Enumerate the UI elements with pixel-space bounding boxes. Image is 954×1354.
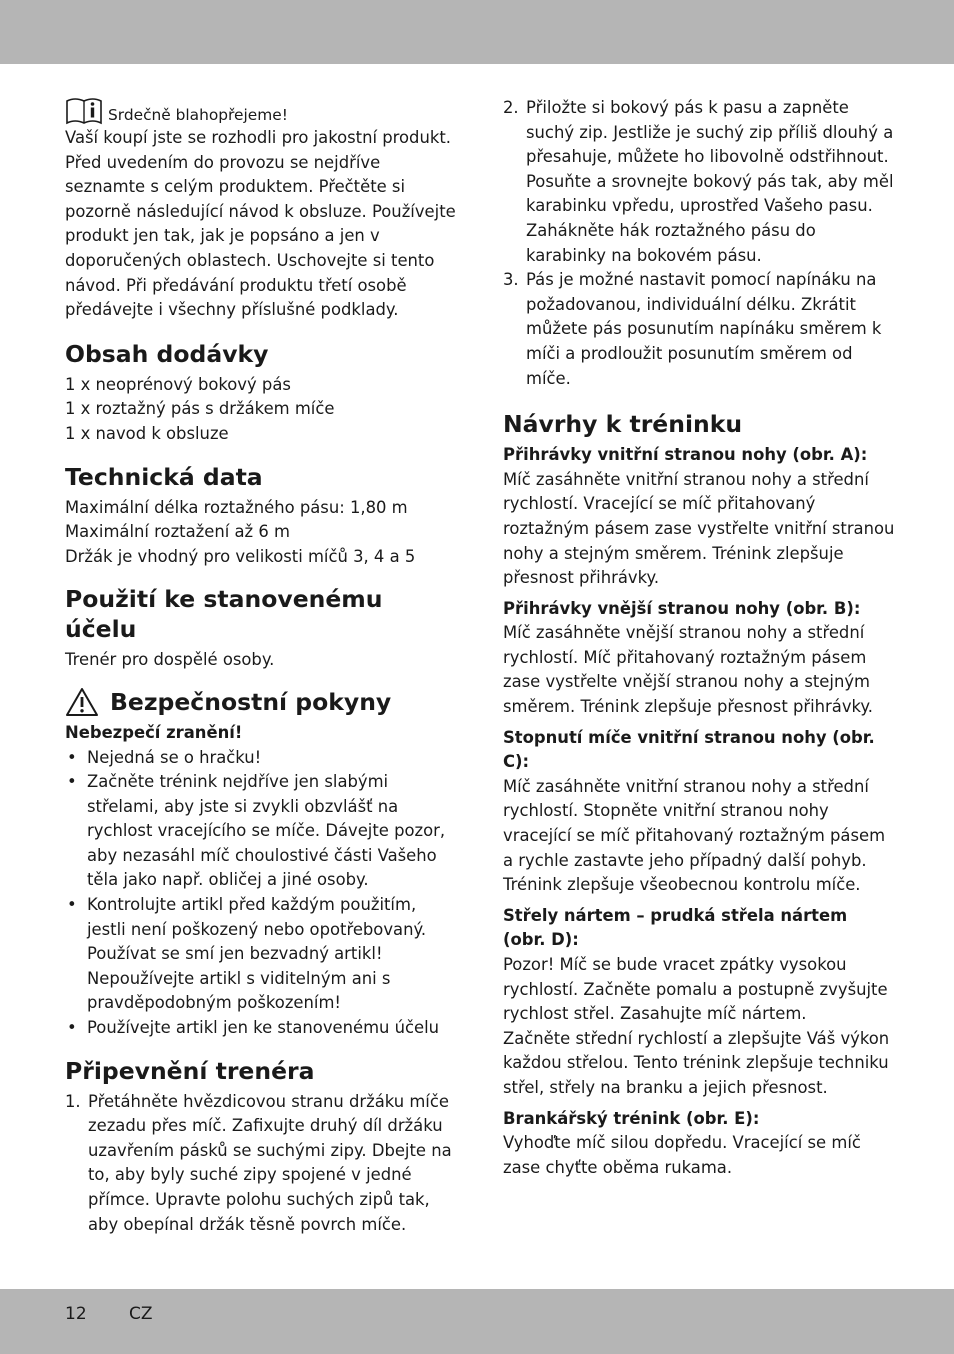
technical-title: Technická data bbox=[65, 462, 263, 491]
contents-title: Obsah dodávky bbox=[65, 339, 269, 368]
training-heading-c: Stopnutí míče vnitřní stranou nohy (obr. C): bbox=[503, 727, 875, 772]
step-item bbox=[65, 1090, 457, 1238]
warning-triangle-icon bbox=[65, 687, 99, 717]
intro-greeting-line bbox=[65, 96, 457, 126]
training-text-d2: Začněte střední rychlostí a zlepšujte Váš výkon každou střelou. Tento trénink zlepšuje techniku střel, střely na branku a jejich přesnost. bbox=[503, 1028, 890, 1097]
training-title: Návrhy k tréninku bbox=[503, 410, 743, 439]
training-text-e: Vyhoďte míč silou dopředu. Vracející se míč zase chyťte oběma rukama. bbox=[503, 1133, 861, 1177]
technical-list bbox=[65, 496, 457, 570]
step-item bbox=[503, 268, 895, 391]
list-item: 1 x navod k obsluze bbox=[65, 423, 229, 443]
training-heading-a: Přihrávky vnitřní stranou nohy (obr. A): bbox=[503, 445, 868, 465]
training-text-a: Míč zasáhněte vnitřní stranou nohy a střední rychlostí. Vracející se míč přitahovaný roztažným pásem zase vystřelte vnitřní stranou nohy a stejným směrem. Trénink zlepšuje přesnost přihrávky. bbox=[503, 469, 895, 588]
intended-use-text: Trenér pro dospělé osoby. bbox=[65, 650, 275, 670]
step-number: 1. bbox=[65, 1091, 81, 1111]
list-item: • Používejte artikl jen ke stanovenému účelu bbox=[65, 1016, 457, 1041]
safety-heading bbox=[65, 687, 457, 717]
safety-list bbox=[65, 746, 457, 1041]
list-item: Držák je vhodný pro velikosti míčů 3, 4 a 5 bbox=[65, 546, 416, 566]
info-book-icon bbox=[65, 96, 103, 126]
training-heading-d: Střely nártem – prudká střela nártem (obr. D): bbox=[503, 905, 848, 950]
training-text-d: Pozor! Míč se bude vracet zpátky vysokou rychlostí. Začněte pomalu a postupně zvyšujte rychlost střel. Zasahujte míč nártem. bbox=[503, 955, 888, 1024]
header-band bbox=[0, 0, 954, 64]
attach-steps bbox=[65, 1090, 457, 1238]
safety-title: Bezpečnostní pokyny bbox=[110, 687, 392, 716]
step-item bbox=[503, 96, 895, 268]
step-number: 2. bbox=[503, 98, 519, 117]
list-item: 1 x neoprénový bokový pás bbox=[65, 374, 291, 394]
intro-text: Vaší koupí jste se rozhodli pro jakostní produkt. Před uvedením do provozu se nejdříve seznamte s celým produktem. Přečtěte si pozorně následující návod k obsluze. Používejte produkt jen tak, jak je popsáno a jen v doporučených oblastech. Uschovejte si tento návod. Při předávání produktu třetí osobě předávejte i všechny příslušné podklady. bbox=[65, 128, 456, 320]
step-text: Přetáhněte hvězdicovou stranu držáku míče zezadu přes míč. Zafixujte druhý díl držáku uzavřením pásků se suchými zipy. Dbejte na to, aby byly suché zipy spojené v jedné přímce. Upravte polohu suchých zipů tak, aby obepínal držák těsně povrch míče. bbox=[88, 1091, 452, 1234]
step-number: 3. bbox=[503, 270, 519, 290]
list-item: 1 x roztažný pás s držákem míče bbox=[65, 399, 335, 419]
right-column bbox=[503, 96, 895, 1180]
training-heading-e: Brankářský trénink (obr. E): bbox=[503, 1108, 760, 1128]
training-text-c2: Trénink zlepšuje všeobecnou kontrolu míče. bbox=[503, 875, 861, 895]
page-number: 12 bbox=[65, 1304, 87, 1324]
intended-use-title: Použití ke stanovenému účelu bbox=[65, 585, 383, 644]
attach-steps-continued bbox=[503, 96, 895, 391]
training-text-c: Míč zasáhněte vnitřní stranou nohy a střední rychlostí. Stopněte vnitřní stranou nohy vracející se míč přitahovaný roztažným pásem a rychle zastavte jeho případný další pohyb. bbox=[503, 776, 886, 870]
step-text: Pás je možné nastavit pomocí napínáku na požadovanou, individuální délku. Zkrátit můžete pás posunutím napínáku směrem k míči a prodloužit posunutím směrem od míče. bbox=[526, 270, 882, 388]
list-item: Maximální roztažení až 6 m bbox=[65, 522, 290, 542]
language-code: CZ bbox=[129, 1304, 153, 1324]
list-item: • Kontrolujte artikl před každým použitím, jestli není poškozený nebo opotřebovaný. Používat se smí jen bezvadný artikl! Nepoužívejte artikl s viditelným ani s pravděpodobným poškozením! bbox=[65, 893, 457, 1016]
left-column bbox=[65, 96, 457, 1237]
contents-list bbox=[65, 373, 457, 447]
training-text-b: Míč zasáhněte vnější stranou nohy a střední rychlostí. Míč přitahovaný roztažným pásem zase vystřelte vnější stranou nohy a stejným směrem. Trénink zlepšuje přesnost přihrávky. bbox=[503, 623, 874, 717]
list-item: Maximální délka roztažného pásu: 1,80 m bbox=[65, 497, 408, 517]
list-item: • Nejedná se o hračku! bbox=[65, 746, 457, 771]
step-text: Přiložte si bokový pás k pasu a zapněte suchý zip. Jestliže je suchý zip příliš dlouhý a přesahuje, můžete ho libovolně odstřihnout. Posuňte a srovnejte bokový pás tak, aby měl karabinku vpředu, uprostřed Vašeho pasu. Zahákněte hák roztažného pásu do karabinky na bokovém pásu. bbox=[526, 98, 894, 265]
training-heading-b: Přihrávky vnější stranou nohy (obr. B): bbox=[503, 598, 861, 618]
safety-subtitle: Nebezpečí zranění! bbox=[65, 722, 243, 742]
intro-greeting: Srdečně blahopřejeme! bbox=[108, 106, 288, 124]
attach-title: Připevnění trenéra bbox=[65, 1056, 315, 1085]
list-item: • Začněte trénink nejdříve jen slabými střelami, aby jste si zvykli obzvlášť na rychlost vracejícího se míče. Dávejte pozor, aby nezasáhl míč choulostivé části Vašeho těla jako např. obličej a jiné osoby. bbox=[65, 770, 457, 893]
